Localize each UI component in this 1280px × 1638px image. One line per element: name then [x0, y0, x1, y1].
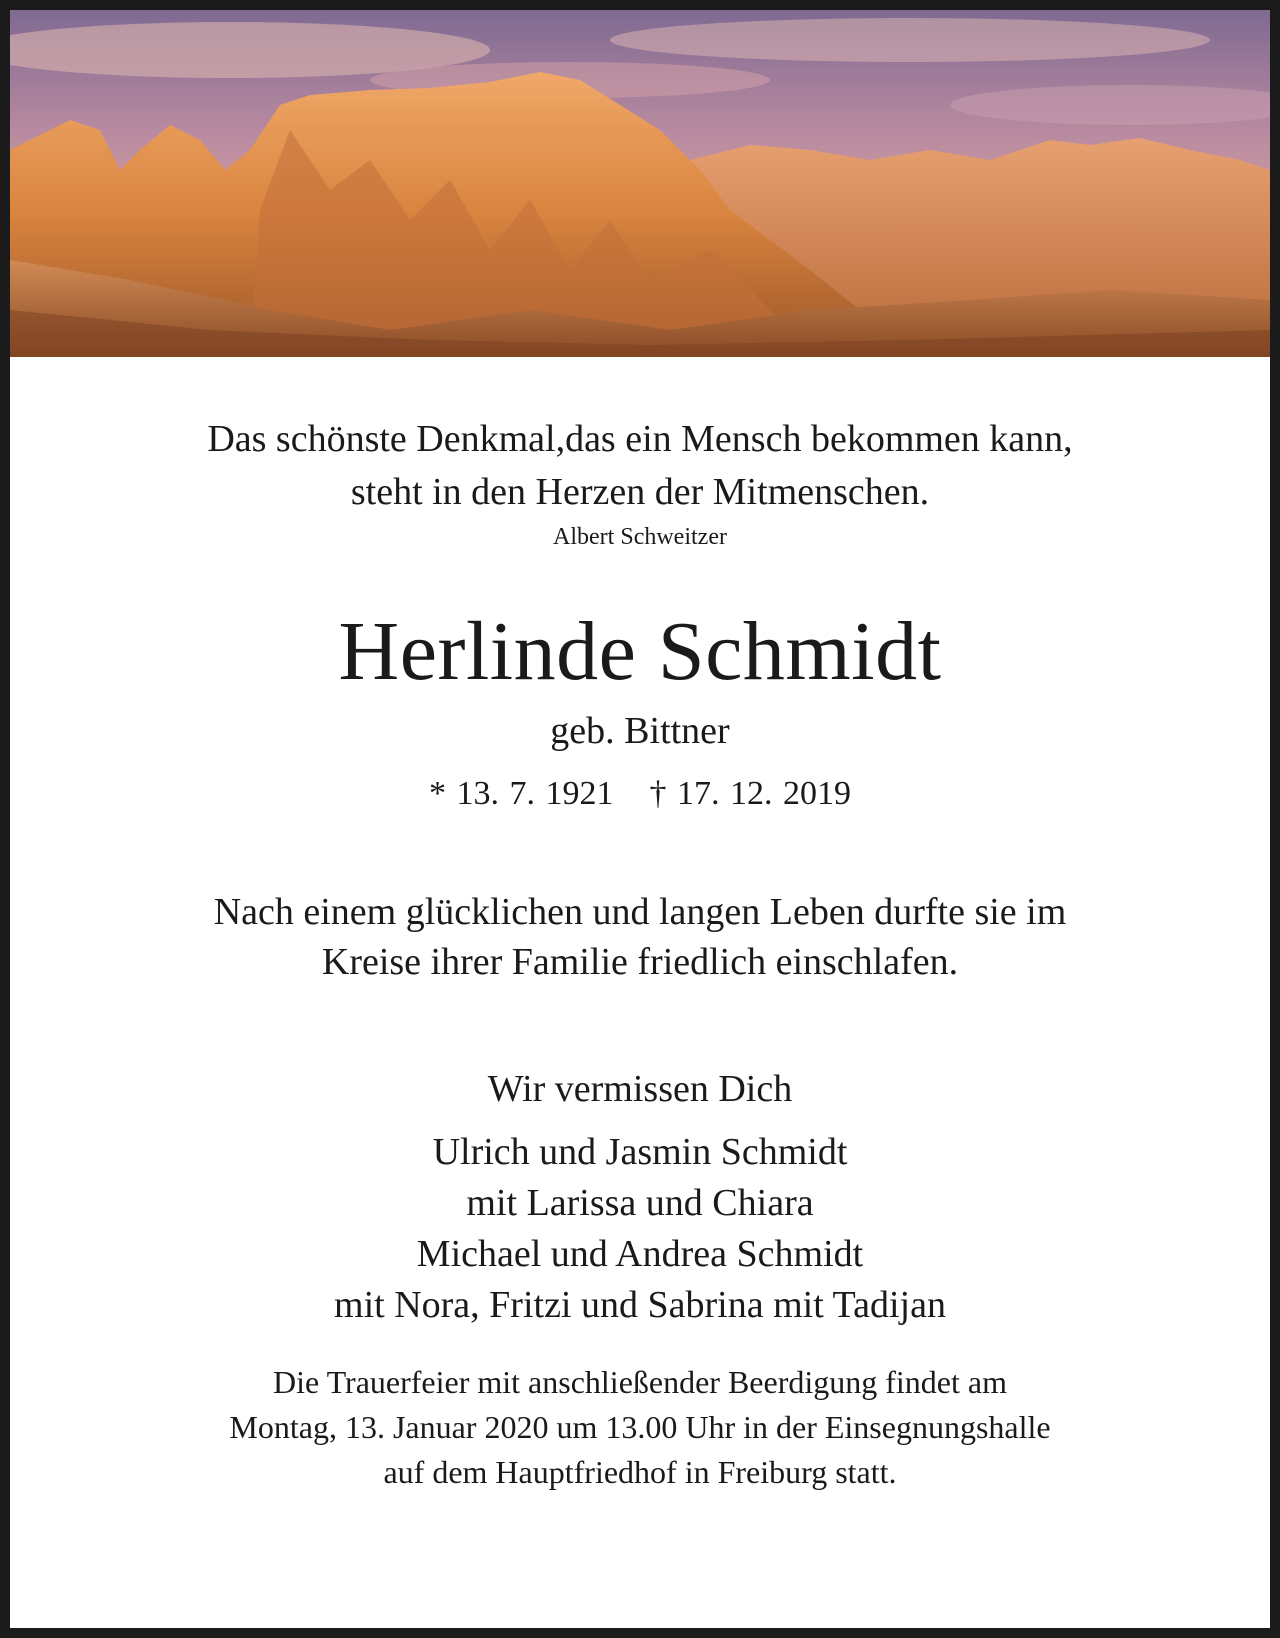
- mourner-line: Ulrich und Jasmin Schmidt: [432, 1131, 848, 1173]
- mourners-list: [10, 1127, 1270, 1331]
- deceased-name: Herlinde Schmidt: [338, 605, 942, 698]
- service-line: Die Trauerfeier mit anschließender Beerdigung findet am: [273, 1364, 1007, 1400]
- message-line: Nach einem glücklichen und langen Leben durfte sie im: [213, 891, 1067, 933]
- service-line: auf dem Hauptfriedhof in Freiburg statt.: [383, 1454, 897, 1490]
- mountain-landscape-image: [10, 10, 1270, 357]
- quote-line: Das schönste Denkmal,das ein Mensch bekommen kann,: [207, 418, 1073, 460]
- maiden-name: geb. Bittner: [550, 710, 730, 752]
- mourner-line: mit Nora, Fritzi und Sabrina mit Tadijan: [334, 1284, 946, 1326]
- quote-author: Albert Schweitzer: [553, 524, 727, 550]
- mourner-line: Michael und Andrea Schmidt: [416, 1233, 864, 1275]
- quote-line: steht in den Herzen der Mitmenschen.: [350, 471, 930, 513]
- mourner-line: mit Larissa und Chiara: [466, 1182, 814, 1224]
- message-line: Kreise ihrer Familie friedlich einschlafen.: [321, 941, 959, 983]
- life-dates: [10, 775, 1270, 813]
- funeral-service-info: [10, 1360, 1270, 1495]
- farewell-message: [10, 887, 1270, 987]
- birth-date: * 13. 7. 1921: [429, 775, 614, 812]
- mourners-heading: Wir vermissen Dich: [487, 1068, 793, 1110]
- service-line: Montag, 13. Januar 2020 um 13.00 Uhr in der Einsegnungshalle: [229, 1409, 1051, 1445]
- death-date: † 17. 12. 2019: [649, 775, 851, 812]
- memorial-quote: [10, 413, 1270, 519]
